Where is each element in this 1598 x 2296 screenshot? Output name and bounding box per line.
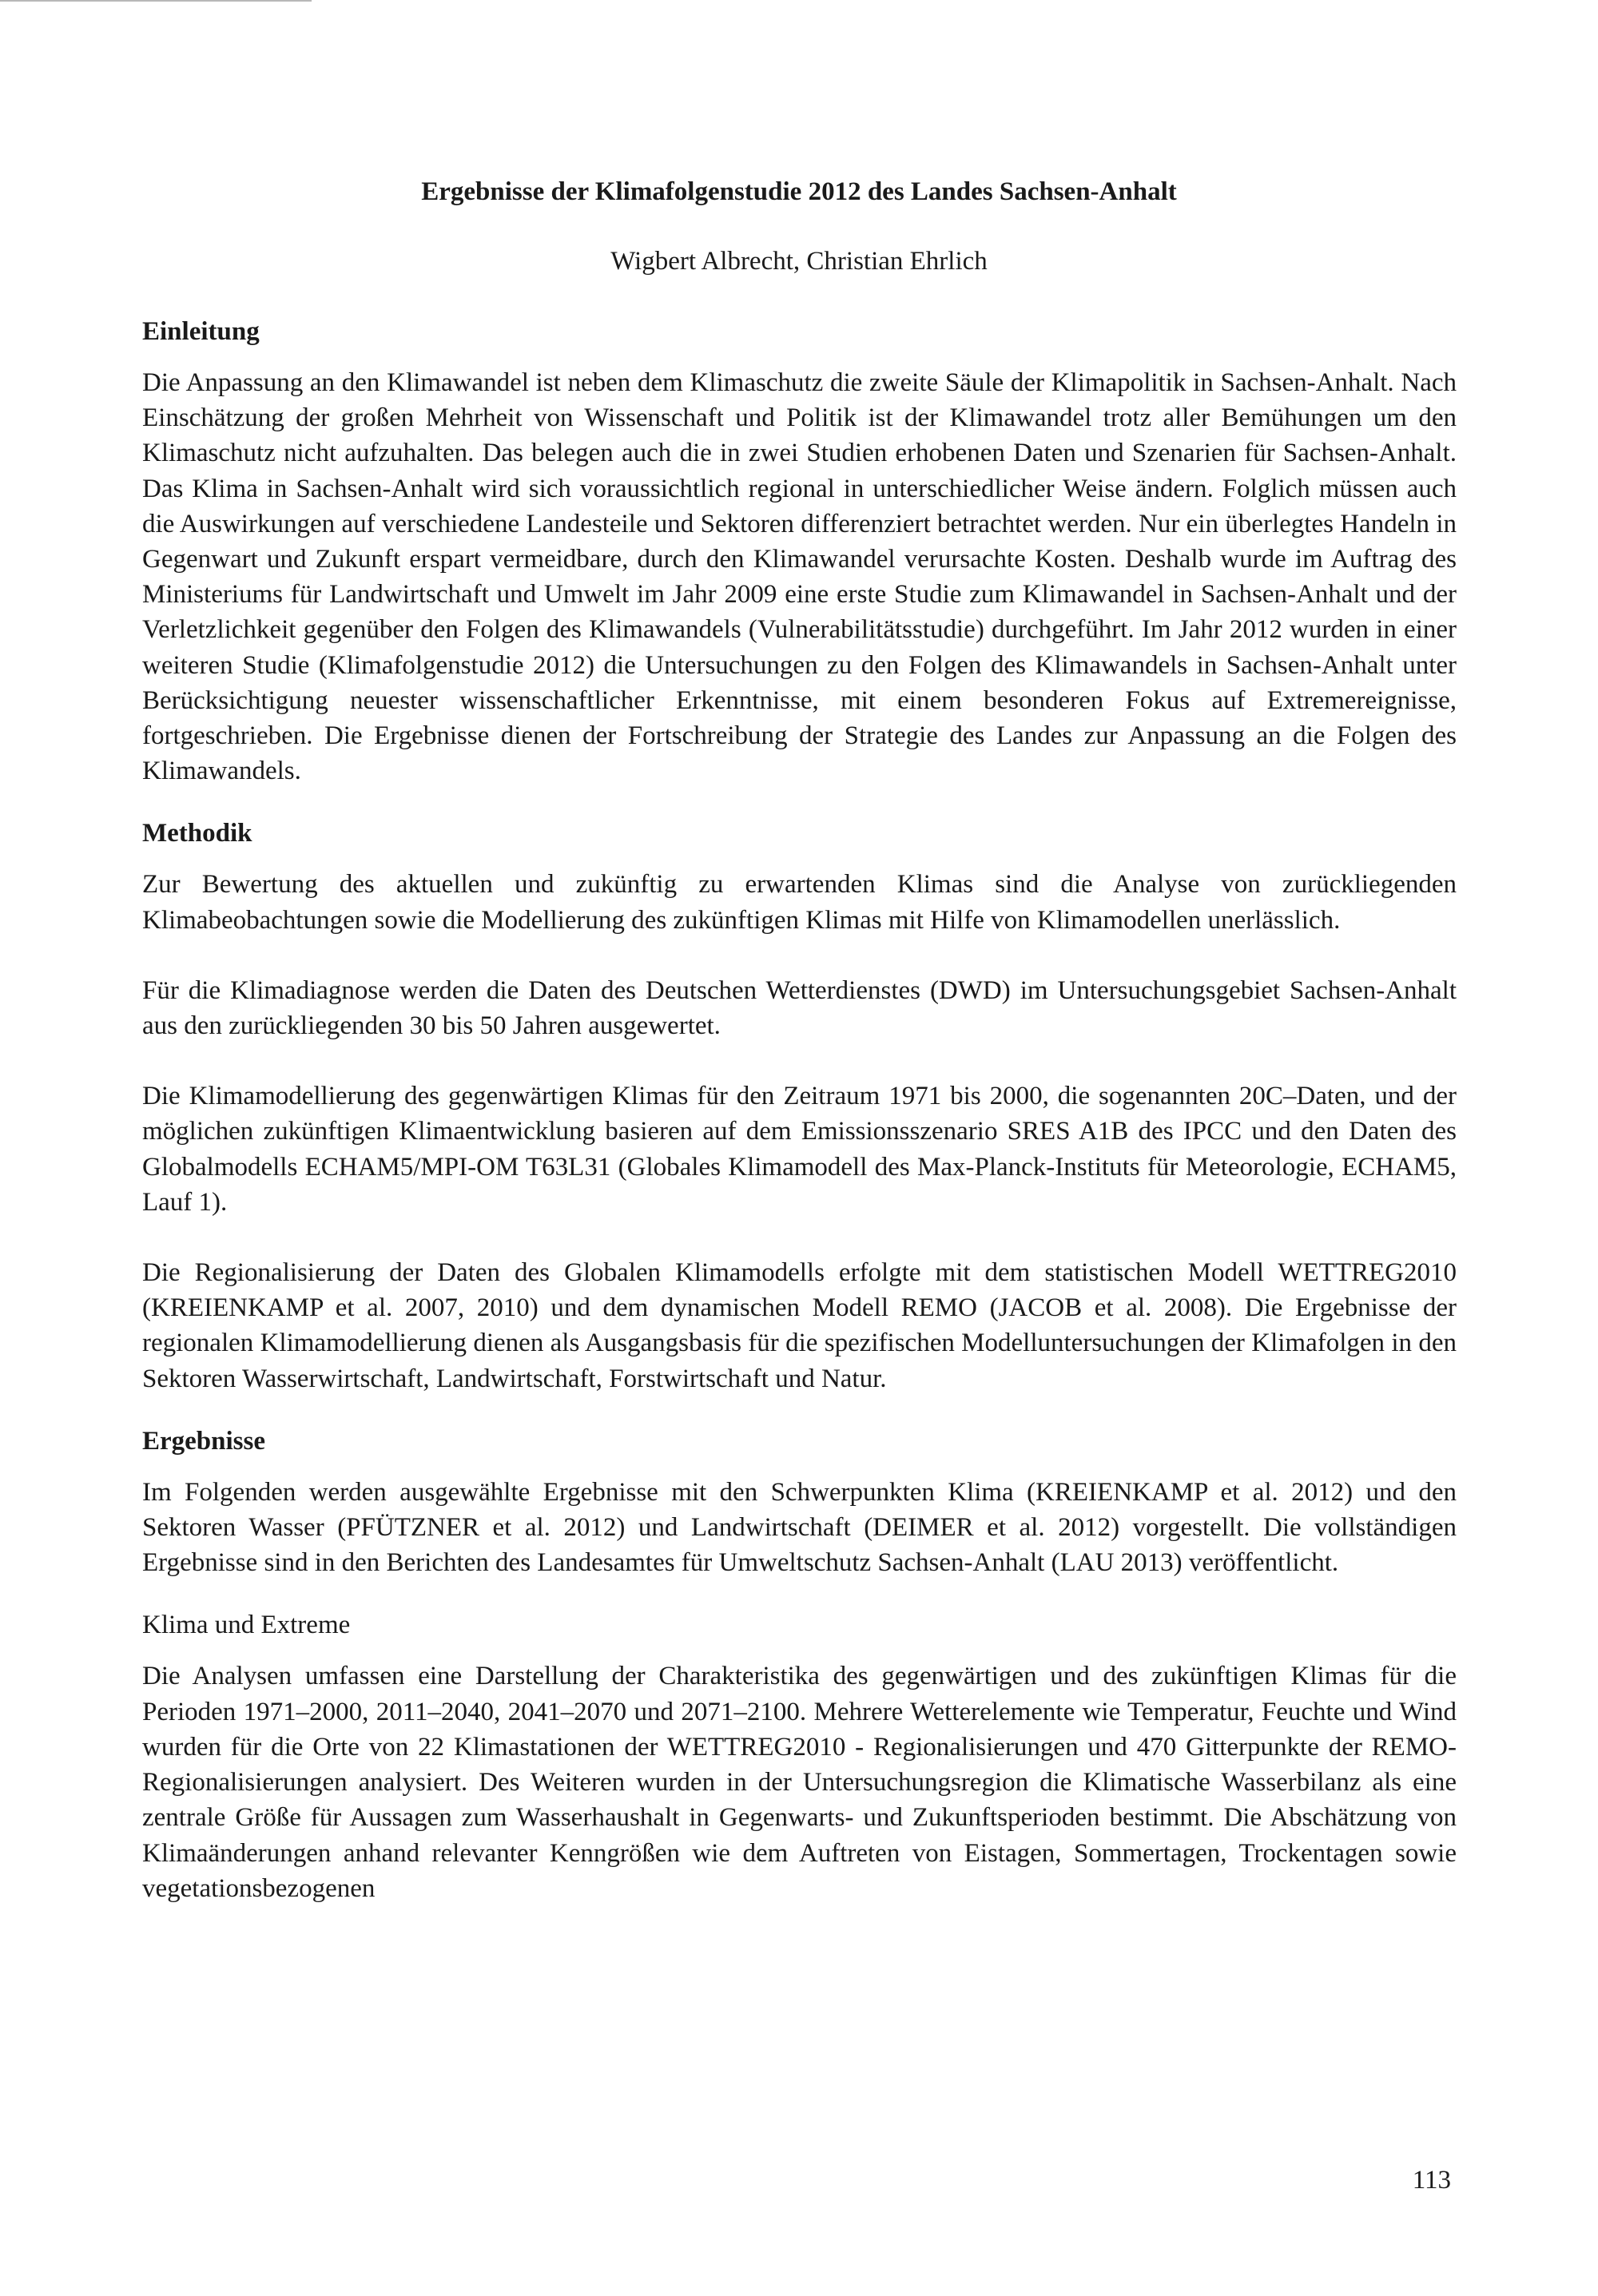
paper-authors: Wigbert Albrecht, Christian Ehrlich	[610, 247, 988, 276]
paragraph-klima-und-extreme: Die Analysen umfassen eine Darstellung der Charakteristika des gegenwärtigen und des zukünftigen Klimas für die Perioden 1971–2000, 2011–2040, 2041–2070 und 2071–2100. Mehrere Wetterelemente wie Temperatur, Feuchte und Wind wurden für die Orte von 22 Klimastationen der WETTREG2010 - Regionalisierungen und 470 Gitterpunkte der REMO-Regionalisierungen analysiert. Des Weiteren wurden in der Untersuchungsregion die Klimatische Wasserbilanz als eine zentrale Größe für Aussagen zum Wasserhaushalt in Gegenwarts- und Zukunftsperioden bestimmt. Die Abschätzung von Klimaänderungen anhand relevanter Kenngrößen wie dem Auftreten von Eistagen, Sommertagen, Trockentagen sowie vegetationsbezogenen	[142, 1662, 1457, 1903]
paragraph-methodik-1: Zur Bewertung des aktuellen und zukünftig zu erwartenden Klimas sind die Analyse von zurückliegenden Klimabeobachtungen sowie die Modellierung des zukünftigen Klimas mit Hilfe von Klimamodellen unerlässlich.	[142, 870, 1457, 935]
heading-ergebnisse: Ergebnisse	[142, 1426, 266, 1456]
paper-title: Ergebnisse der Klimafolgenstudie 2012 des Landes Sachsen-Anhalt	[421, 177, 1177, 206]
paragraph-einleitung: Die Anpassung an den Klimawandel ist neben dem Klimaschutz die zweite Säule der Klimapolitik in Sachsen-Anhalt. Nach Einschätzung der großen Mehrheit von Wissenschaft und Politik ist der Klimawandel trotz aller Bemühungen um den Klimaschutz nicht aufzuhalten. Das belegen auch die in zwei Studien erhobenen Daten und Szenarien für Sachsen-Anhalt. Das Klima in Sachsen-Anhalt wird sich voraussichtlich regional in unterschiedlicher Weise ändern. Folglich müssen auch die Auswirkungen auf verschiedene Landesteile und Sektoren differenziert betrachtet werden. Nur ein überlegtes Handeln in Gegenwart und Zukunft erspart vermeidbare, durch den Klimawandel verursachte Kosten. Deshalb wurde im Auftrag des Ministeriums für Landwirtschaft und Umwelt im Jahr 2009 eine erste Studie zum Klimawandel in Sachsen-Anhalt und der Verletzlichkeit gegenüber den Folgen des Klimawandels (Vulnerabilitätsstudie) durchgeführt. Im Jahr 2012 wurden in einer weiteren Studie (Klimafolgenstudie 2012) die Untersuchungen zu den Folgen des Klimawandels in Sachsen-Anhalt unter Berücksichtigung neuester wissenschaftlicher Erkenntnisse, mit einem besonderen Fokus auf Extremereignisse, fortgeschrieben. Die Ergebnisse dienen der Fortschreibung der Strategie des Landes zur Anpassung an die Folgen des Klimawandels.	[142, 368, 1457, 786]
paragraph-methodik-3: Die Klimamodellierung des gegenwärtigen Klimas für den Zeitraum 1971 bis 2000, die sogenannten 20C–Daten, und der möglichen zukünftigen Klimaentwicklung basieren auf dem Emissionsszenario SRES A1B des IPCC und den Daten des Globalmodells ECHAM5/MPI-OM T63L31 (Globales Klimamodell des Max-Planck-Instituts für Meteorologie, ECHAM5, Lauf 1).	[142, 1082, 1457, 1217]
subheading-klima-und-extreme: Klima und Extreme	[142, 1611, 351, 1640]
paragraph-ergebnisse-1: Im Folgenden werden ausgewählte Ergebnisse mit den Schwerpunkten Klima (KREIENKAMP et al. 2012) und den Sektoren Wasser (PFÜTZNER et al. 2012) und Landwirtschaft (DEIMER et al. 2012) vorgestellt. Die vollständigen Ergebnisse sind in den Berichten des Landesamtes für Umweltschutz Sachsen-Anhalt (LAU 2013) veröffentlicht.	[142, 1477, 1457, 1578]
top-edge-line	[0, 0, 312, 2]
heading-methodik: Methodik	[142, 819, 252, 848]
body-text	[142, 314, 1457, 1941]
paragraph-methodik-4: Die Regionalisierung der Daten des Globalen Klimamodells erfolgte mit dem statistischen Modell WETTREG2010 (KREIENKAMP et al. 2007, 2010) und dem dynamischen Modell REMO (JACOB et al. 2008). Die Ergebnisse der regionalen Klimamodellierung dienen als Ausgangsbasis für die spezifischen Modelluntersuchungen der Klimafolgen in den Sektoren Wasserwirtschaft, Landwirtschaft, Forstwirtschaft und Natur.	[142, 1258, 1457, 1393]
heading-einleitung: Einleitung	[142, 317, 260, 346]
paragraph-methodik-2: Für die Klimadiagnose werden die Daten des Deutschen Wetterdienstes (DWD) im Untersuchungsgebiet Sachsen-Anhalt aus den zurückliegenden 30 bis 50 Jahren ausgewertet.	[142, 975, 1457, 1041]
page-number: 113	[1412, 2166, 1451, 2195]
